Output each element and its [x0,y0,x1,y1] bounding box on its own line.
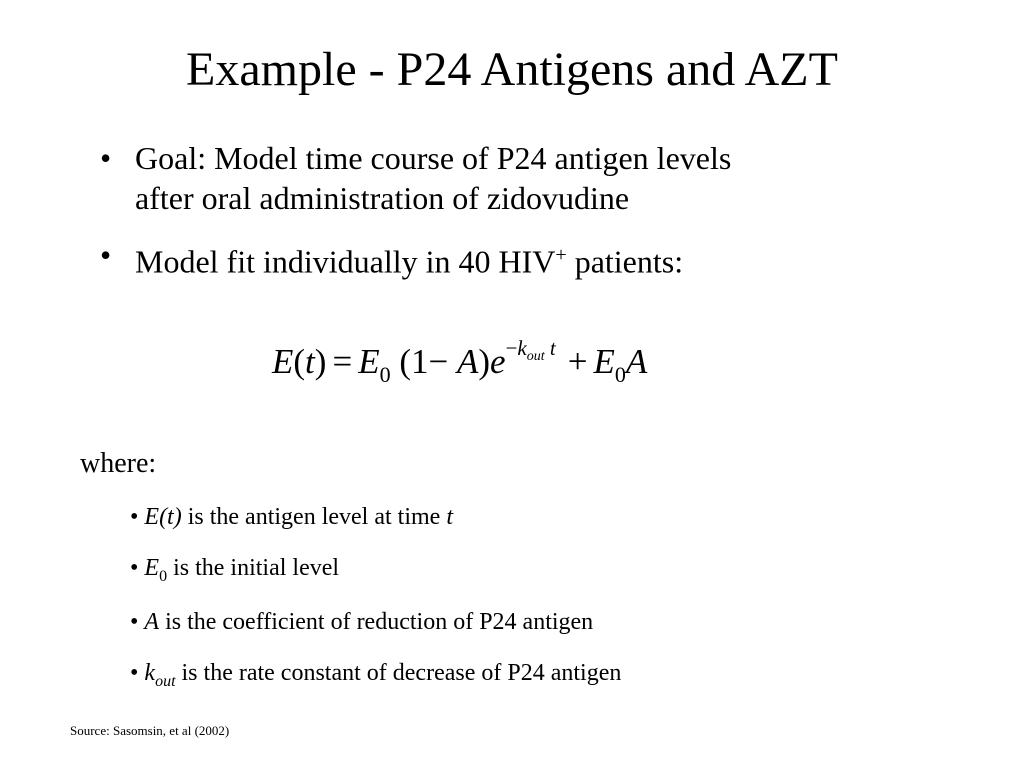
eq-t: t [305,342,315,381]
definition-text: is the rate constant of decrease of P24 antigen [175,660,622,686]
definition-marker: • [130,504,139,530]
definition-term: E(t) [144,504,182,530]
bullet-marker: • [100,140,112,176]
eq-e0-sub: 0 [379,362,391,387]
main-bullet-list [100,138,940,299]
eq-exp-t: t [549,336,556,360]
definition-term: k [144,660,156,686]
definition-marker: • [130,660,139,686]
eq-plus: + [567,342,588,381]
eq-e0: E [358,342,380,381]
definition-marker: • [130,609,139,635]
source-citation: Source: Sasomsin, et al (2002) [70,723,230,738]
eq-open-paren: ( [293,342,306,381]
definition-e0 [130,553,621,586]
eq-e: E [272,342,294,381]
bullet-marker: • [100,237,112,273]
definition-term: A [144,609,160,635]
eq-a: A [456,342,479,381]
eq-exp-k-sub: out [526,349,545,364]
definition-kout [130,658,621,691]
eq-exponent [505,336,556,364]
definition-text: is the coefficient of reduction of P24 antigen [159,609,594,635]
definition-term-sub: out [155,673,176,690]
bullet-goal-line1: Goal: Model time course of P24 antigen levels [135,140,732,176]
definition-text: is the initial level [167,555,340,581]
bullet-model-fit-tail: patients: [566,243,684,280]
definition-term: E [144,555,160,581]
definition-text: is the antigen level at time [181,504,447,530]
model-equation [272,334,647,398]
slide-title: Example - P24 Antigens and AZT [186,43,838,96]
eq-close-paren-2: ) [478,342,491,381]
hiv-superscript: + [555,244,567,266]
where-label: where: [80,448,157,479]
eq-one: (1 [399,342,429,381]
eq-minus: − [428,342,449,381]
definition-e-t [130,502,621,532]
eq-e0-second-sub: 0 [614,362,626,387]
eq-equals: = [332,342,353,381]
eq-exp-k: k [517,336,527,360]
bullet-goal [100,138,940,218]
eq-exp-base: e [490,342,506,381]
eq-a-tail: A [625,342,648,381]
bullet-model-fit-text: Model fit individually in 40 HIV [135,243,556,280]
definition-term-sub: 0 [159,568,168,585]
definition-tail-var: t [446,504,453,530]
definition-list [130,502,621,712]
bullet-goal-line2: after oral administration of zidovudine [135,180,630,216]
definition-marker: • [130,555,139,581]
definition-a [130,607,621,637]
eq-close-paren: ) [314,342,327,381]
eq-exp-minus: − [505,336,518,360]
bullet-model-fit [100,235,940,282]
eq-e0-second: E [593,342,615,381]
